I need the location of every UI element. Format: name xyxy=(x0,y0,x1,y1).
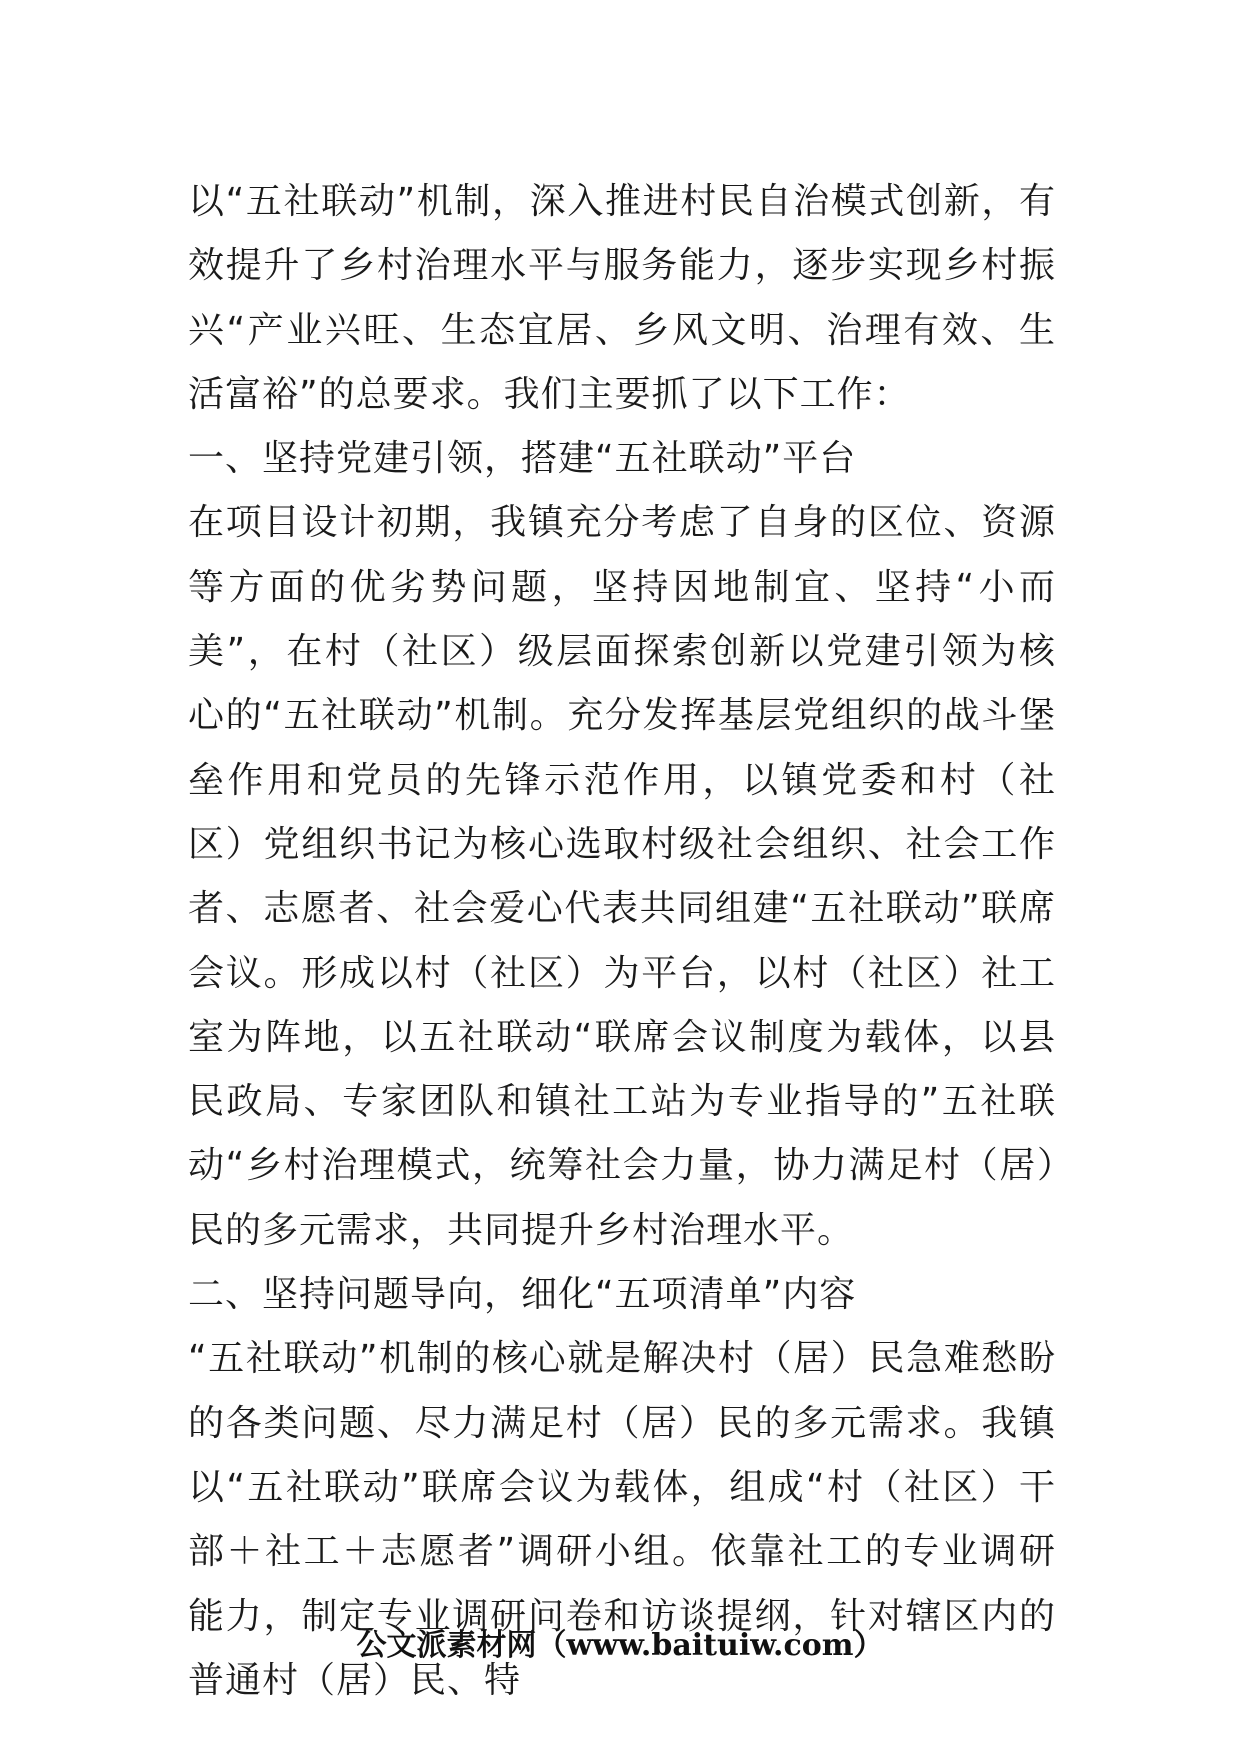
section-heading-1: 一、坚持党建引领，搭建“五社联动”平台 xyxy=(188,438,857,480)
paragraph-section-1: 在项目设计初期，我镇充分考虑了自身的区位、资源等方面的优劣势问题，坚持因地制宜、坚持“小而美”，在村（社区）级层面探索创新以党建引领为核心的“五社联动”机制。充分发挥基层党组织的战斗堡垒作用和党员的先锋示范作用，以镇党委和村（社区）党组织书记为核心选取村级社会组织、社会工作者、志愿者、社会爱心代表共同组建“五社联动”联席会议。形成以村（社区）为平台，以村（社区）社工室为阵地，以五社联动“联席会议制度为载体，以县民政局、专家团队和镇社工站为专业指导的”五社联动“乡村治理模式，统筹社会力量，协力满足村（居）民的多元需求，共同提升乡村治理水平。 xyxy=(188,502,1056,1251)
page-footer-source: 公文派素材网（www.baituiw.com） xyxy=(356,1628,884,1663)
section-heading-2: 二、坚持问题导向，细化“五项清单”内容 xyxy=(188,1274,857,1316)
document-body xyxy=(188,170,1056,1713)
paragraph-section-2: “五社联动”机制的核心就是解决村（居）民急难愁盼的各类问题、尽力满足村（居）民的多元需求。我镇以“五社联动”联席会议为载体，组成“村（社区）干部＋社工＋志愿者”调研小组。依靠社工的专业调研能力，制定专业调研问卷和访谈提纲，针对辖区内的普通村（居）民、特 xyxy=(188,1338,1056,1701)
paragraph-intro: 以“五社联动”机制，深入推进村民自治模式创新，有效提升了乡村治理水平与服务能力，逐步实现乡村振兴“产业兴旺、生态宜居、乡风文明、治理有效、生活富裕”的总要求。我们主要抓了以下工作： xyxy=(188,181,1056,415)
